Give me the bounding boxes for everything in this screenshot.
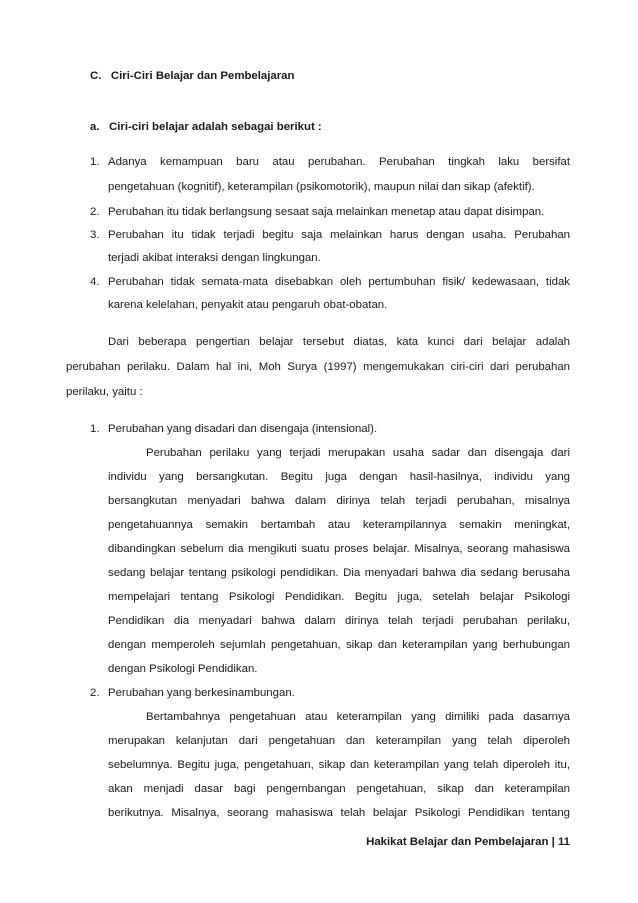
- list2-item-2-body-line-3: sebelumnya. Begitu juga, pengetahuan, sikap dan keterampilan yang telah diperoleh itu,: [108, 759, 570, 771]
- list2-item-1-body-line-8: Pendidikan dia menyadari bahwa dalam dirinya telah terjadi perubahan perilaku,: [108, 615, 570, 627]
- list1-item-4-line-1: Perubahan tidak semata-mata disebabkan oleh pertumbuhan fisik/ kedewasaan, tidak: [108, 276, 570, 288]
- list2-item-2-body-line-2: merupakan kelanjutan dari pengetahuan dan keterampilan yang telah diperoleh: [108, 735, 570, 747]
- paragraph-line-3: perilaku, yaitu :: [66, 386, 143, 398]
- list2-item-1-body-line-9: dengan memperoleh sejumlah pengetahuan, sikap dan keterampilan yang berhubungan: [108, 639, 570, 651]
- list2-item-2-title: Perubahan yang berkesinambungan.: [108, 687, 295, 699]
- page-footer: Hakikat Belajar dan Pembelajaran | 11: [366, 836, 570, 848]
- list1-number-4: 4.: [90, 276, 100, 288]
- list2-item-1-body-line-1: Perubahan perilaku yang terjadi merupakan usaha sadar dan disengaja dari: [146, 447, 570, 459]
- list2-item-1-body-line-7: mempelajari tentang Psikologi Pendidikan. Begitu juga, setelah belajar Psikologi: [108, 591, 570, 603]
- list1-number-2: 2.: [90, 206, 100, 218]
- list1-item-2-line-1: Perubahan itu tidak berlangsung sesaat saja melainkan menetap atau dapat disimpan.: [108, 206, 545, 218]
- paragraph-line-2: perubahan perilaku. Dalam hal ini, Moh Surya (1997) mengemukakan ciri-ciri dari perubahan: [66, 361, 570, 373]
- list1-item-1-line-2: pengetahuan (kognitif), keterampilan (psikomotorik), maupun nilai dan sikap (afektif).: [108, 181, 535, 193]
- list2-item-1-body-line-2: individu yang bersangkutan. Begitu juga dengan hasil-hasilnya, individu yang: [108, 471, 570, 483]
- list2-item-1-body-line-5: dibandingkan sebelum dia mengikuti suatu proses belajar. Misalnya, seorang mahasiswa: [108, 543, 570, 555]
- list2-item-2-body-line-5: berikutnya. Misalnya, seorang mahasiswa telah belajar Psikologi Pendidikan tentang: [108, 807, 570, 819]
- list2-item-2-body-line-1: Bertambahnya pengetahuan atau keterampilan yang dimiliki pada dasarnya: [146, 711, 570, 723]
- section-heading: C. Ciri-Ciri Belajar dan Pembelajaran: [90, 70, 295, 82]
- list2-number-1: 1.: [90, 423, 100, 435]
- list2-item-1-title: Perubahan yang disadari dan disengaja (intensional).: [108, 423, 378, 435]
- sub-heading: a. Ciri-ciri belajar adalah sebagai berikut :: [90, 121, 322, 133]
- list1-item-1-line-1: Adanya kemampuan baru atau perubahan. Perubahan tingkah laku bersifat: [108, 156, 570, 168]
- list2-item-1-body-line-6: sedang belajar tentang psikologi pendidikan. Dia menyadari bahwa dia sedang berusaha: [108, 567, 570, 579]
- paragraph-line-1: Dari beberapa pengertian belajar tersebut diatas, kata kunci dari belajar adalah: [108, 336, 570, 348]
- list1-item-4-line-2: karena kelelahan, penyakit atau pengaruh obat-obatan.: [108, 299, 388, 311]
- list2-item-1-body-line-10: dengan Psikologi Pendidikan.: [108, 663, 258, 675]
- list2-item-2-body-line-4: akan menjadi dasar bagi pengembangan pengetahuan, sikap dan keterampilan: [108, 783, 570, 795]
- list2-number-2: 2.: [90, 687, 100, 699]
- list1-item-3-line-2: terjadi akibat interaksi dengan lingkungan.: [108, 252, 321, 264]
- list1-item-3-line-1: Perubahan itu tidak terjadi begitu saja melainkan harus dengan usaha. Perubahan: [108, 229, 570, 241]
- list1-number-1: 1.: [90, 156, 100, 168]
- list2-item-1-body-line-4: pengetahuannya semakin bertambah atau keterampilannya semakin meningkat,: [108, 519, 570, 531]
- list2-item-1-body-line-3: bersangkutan menyadari bahwa dalam dirinya telah terjadi perubahan, misalnya: [108, 495, 570, 507]
- list1-number-3: 3.: [90, 229, 100, 241]
